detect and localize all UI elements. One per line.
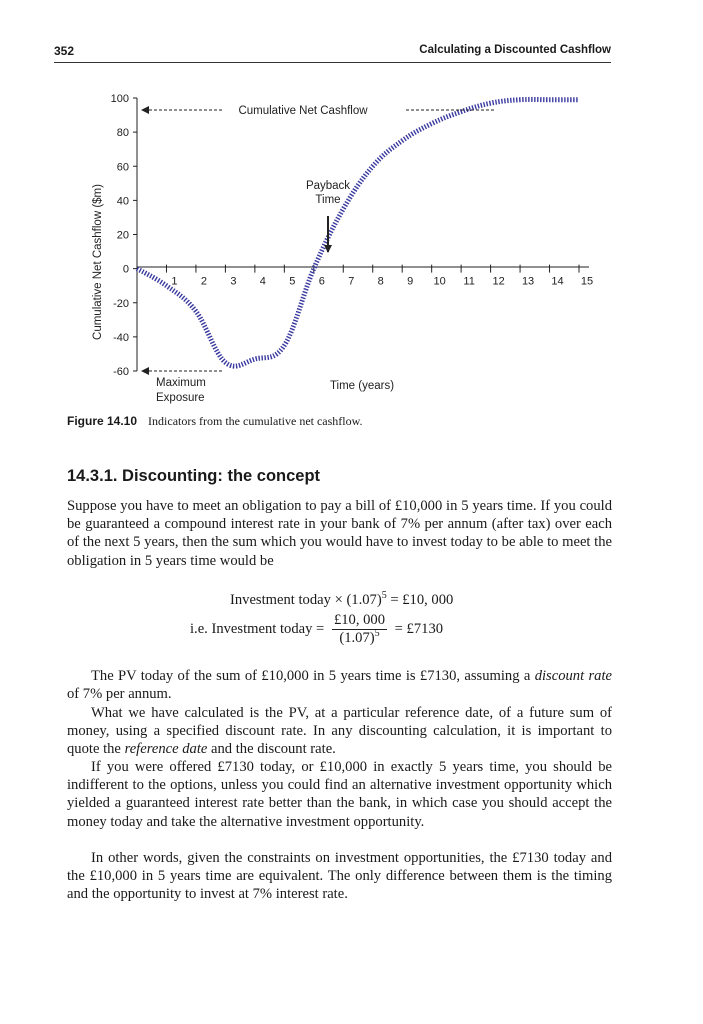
eq2-den-exponent: 5	[374, 628, 380, 639]
chapter-title: Calculating a Discounted Cashflow	[419, 44, 611, 56]
paragraph-3	[67, 704, 612, 759]
cashflow-chart	[54, 84, 614, 404]
section-heading: 14.3.1. Discounting: the concept	[67, 467, 321, 485]
x-tick-label: 4	[259, 275, 266, 288]
y-tick-label: -20	[113, 297, 129, 310]
eq2-fraction	[332, 612, 387, 647]
eq1-right: = £10, 000	[386, 592, 454, 608]
x-tick-label: 13	[521, 275, 535, 288]
x-tick-label: 11	[463, 275, 475, 288]
paragraph-4: If you were offered £7130 today, or £10,000 in exactly 5 years time, you should be indifferent to the options, unless you could find an alternative investment opportunity which yielded a guaranteed interest rate better than the bank, in which case you should accept the money today and take the alternative investment opportunity.	[67, 759, 612, 830]
y-tick-label: 100	[110, 93, 129, 105]
eq2-numerator: £10, 000	[333, 612, 386, 628]
x-tick-label: 3	[230, 275, 237, 288]
p3-text-a: What we have calculated is the PV, at a particular reference date, of a future sum of money, using a specified discount rate. In any discounting calculation, it is important to quote the	[67, 705, 612, 758]
y-tick-label: 60	[116, 161, 129, 174]
eq2-den-base: (1.07)	[339, 630, 375, 646]
payback-label-line2: Time	[315, 194, 341, 206]
p3-text-c: and the discount rate.	[207, 741, 336, 758]
x-tick-label: 14	[551, 275, 564, 288]
cumulative-label: Cumulative Net Cashflow	[238, 105, 368, 117]
y-tick-label: 20	[116, 229, 129, 242]
eq1-left: Investment today × (1.07)	[230, 592, 382, 608]
eq2-left: i.e. Investment today =	[190, 620, 325, 637]
y-tick-label: 0	[122, 263, 129, 276]
x-tick-label: 12	[492, 275, 505, 288]
x-tick-label: 15	[580, 275, 594, 288]
p2-italic-term: discount rate	[534, 668, 612, 684]
paragraph-1: Suppose you have to meet an obligation to pay a bill of £10,000 in 5 years time. If you could be guaranteed a compound interest rate in your bank of 7% per annum (after tax) over each of the next 5 years, then the sum which you would have to invest today to be able to meet the obligation in 5 years time would be	[67, 498, 612, 569]
paragraph-2	[67, 667, 612, 703]
page-number: 352	[54, 44, 75, 58]
x-axis-label: Time (years)	[329, 380, 395, 392]
eq2-denominator	[332, 630, 387, 647]
x-tick-label: 1	[171, 275, 178, 288]
figure-caption-text: Indicators from the cumulative net cashflow.	[148, 414, 363, 428]
x-tick-label: 7	[348, 275, 355, 288]
cumulative-cashflow-line	[137, 99, 579, 366]
x-tick-label: 2	[200, 275, 207, 288]
y-tick-label: 40	[116, 195, 129, 208]
p2-text-a: The PV today of the sum of £10,000 in 5 years time is £7130, assuming a	[91, 668, 535, 684]
eq1-exponent: 5	[381, 590, 387, 601]
equation-1	[230, 592, 453, 609]
x-tick-label: 9	[407, 275, 414, 288]
running-head	[54, 44, 611, 63]
y-ticks	[111, 93, 137, 378]
x-tick-label: 6	[318, 275, 325, 288]
y-tick-label: 80	[116, 127, 129, 140]
payback-label-line1: Payback	[305, 180, 351, 192]
p2-text-c: of 7% per annum.	[67, 686, 172, 703]
paragraph-5: In other words, given the constraints on investment opportunities, the £7130 today and the £10,000 in 5 years time are equivalent. The only difference between them is the timing and the opportunity to invest at 7% interest rate.	[67, 850, 612, 903]
x-ticks	[166, 265, 593, 288]
exposure-label-line1: Maximum	[156, 377, 206, 389]
figure-caption	[67, 414, 363, 429]
figure-label: Figure 14.10	[67, 414, 138, 428]
y-axis-label: Cumulative Net Cashflow ($m)	[92, 184, 104, 340]
y-tick-label: -60	[113, 366, 129, 378]
x-tick-label: 5	[289, 275, 296, 288]
exposure-label-line2: Exposure	[156, 392, 205, 404]
equation-2	[190, 612, 443, 647]
x-tick-label: 8	[377, 275, 384, 288]
x-tick-label: 10	[433, 275, 446, 288]
p3-italic-term: reference date	[124, 741, 208, 758]
eq2-right: = £7130	[394, 620, 444, 637]
y-tick-label: -40	[113, 331, 129, 344]
